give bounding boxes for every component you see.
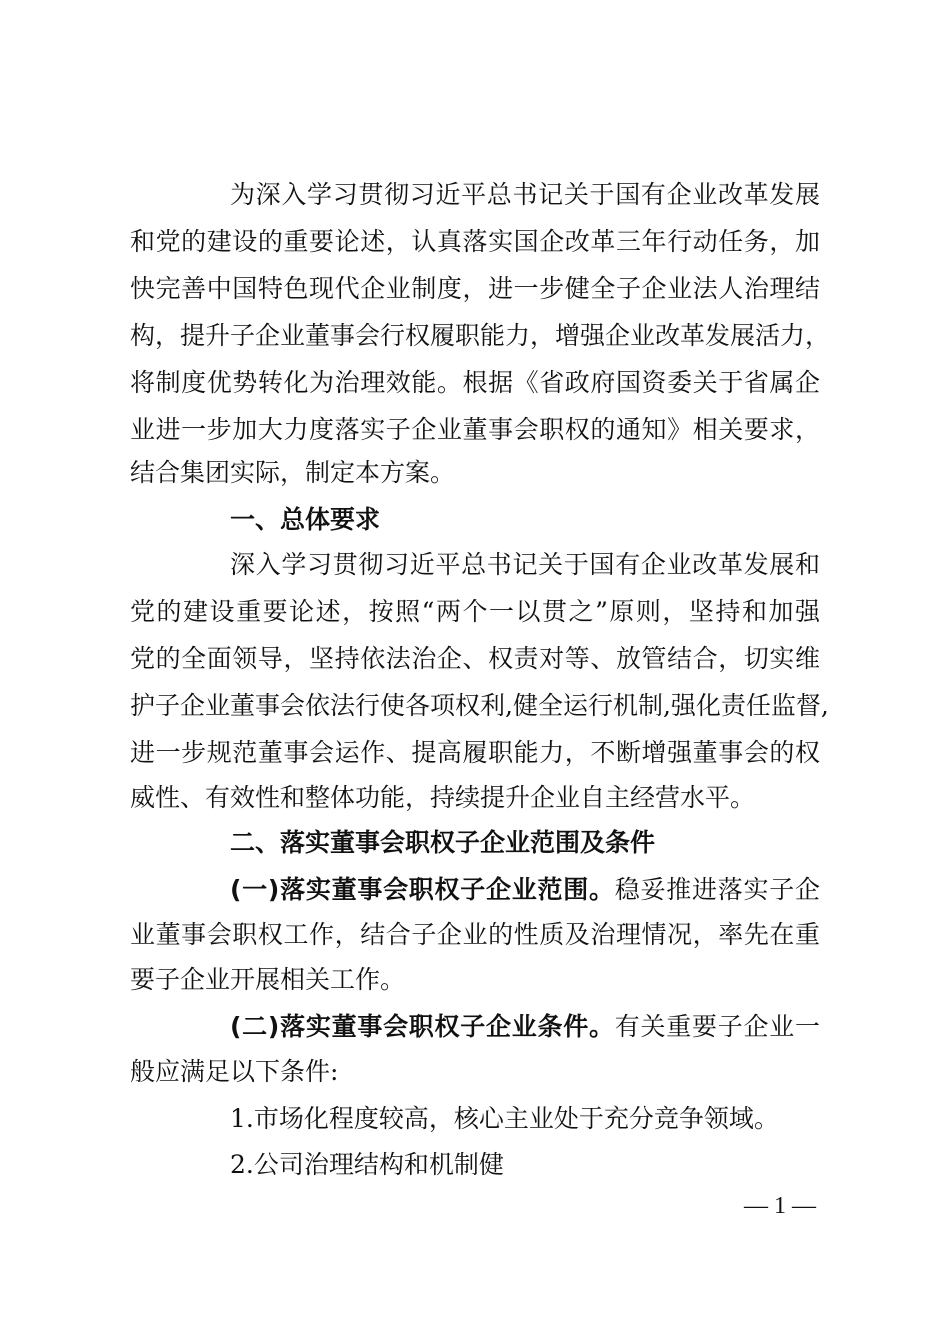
paragraph-4-line-1 bbox=[230, 1012, 820, 1042]
paragraph-1-line-3: 快完善中国特色现代企业制度，进一步健全子企业法人治理结 bbox=[130, 274, 820, 303]
paragraph-1-line-4: 构，提升子企业董事会行权履职能力，增强企业改革发展活力， bbox=[130, 321, 831, 350]
subsection-title-2: (二)落实董事会职权子企业条件。 bbox=[230, 1012, 615, 1041]
paragraph-3-line-3: 要子企业开展相关工作。 bbox=[130, 965, 406, 994]
paragraph-1-line-6: 业进一步加大力度落实子企业董事会职权的通知》相关要求， bbox=[130, 415, 820, 444]
paragraph-2-line-2: 党的建设重要论述，按照“两个一以贯之”原则，坚持和加强 bbox=[130, 597, 820, 626]
paragraph-1-line-7: 结合集团实际，制定本方案。 bbox=[130, 458, 456, 487]
paragraph-4-line-2: 般应满足以下条件: bbox=[130, 1057, 339, 1086]
list-item-1: 1.市场化程度较高，核心主业处于充分竞争领域。 bbox=[230, 1104, 779, 1133]
paragraph-4-lead-text: 有关重要子企业一 bbox=[614, 1012, 820, 1041]
paragraph-3-lead-text: 稳妥推进落实子企 bbox=[614, 875, 820, 904]
paragraph-3-line-1 bbox=[230, 875, 820, 905]
section-heading-2: 二、落实董事会职权子企业范围及条件 bbox=[230, 828, 656, 857]
paragraph-2-line-5: 进一步规范董事会运作、提高履职能力，不断增强董事会的权 bbox=[130, 738, 820, 767]
section-heading-1: 一、总体要求 bbox=[230, 505, 381, 534]
paragraph-3-line-2: 业董事会职权工作，结合子企业的性质及治理情况，率先在重 bbox=[130, 920, 820, 949]
paragraph-2-line-1: 深入学习贯彻习近平总书记关于国有企业改革发展和 bbox=[230, 550, 820, 579]
paragraph-1-line-5: 将制度优势转化为治理效能。根据《省政府国资委关于省属企 bbox=[130, 368, 820, 397]
list-item-2: 2.公司治理结构和机制健 bbox=[230, 1150, 504, 1179]
paragraph-1-line-2: 和党的建设的重要论述，认真落实国企改革三年行动任务，加 bbox=[130, 227, 820, 256]
paragraph-2-line-6: 威性、有效性和整体功能，持续提升企业自主经营水平。 bbox=[130, 783, 756, 812]
paragraph-2-line-4: 护子企业董事会依法行使各项权利,健全运行机制,强化责任监督, bbox=[130, 691, 829, 720]
paragraph-2-line-3: 党的全面领导，坚持依法治企、权责对等、放管结合，切实维 bbox=[130, 644, 820, 673]
subsection-title-1: (一)落实董事会职权子企业范围。 bbox=[230, 875, 615, 904]
page-number: — 1 — bbox=[744, 1193, 816, 1219]
paragraph-1-line-1: 为深入学习贯彻习近平总书记关于国有企业改革发展 bbox=[230, 180, 820, 209]
